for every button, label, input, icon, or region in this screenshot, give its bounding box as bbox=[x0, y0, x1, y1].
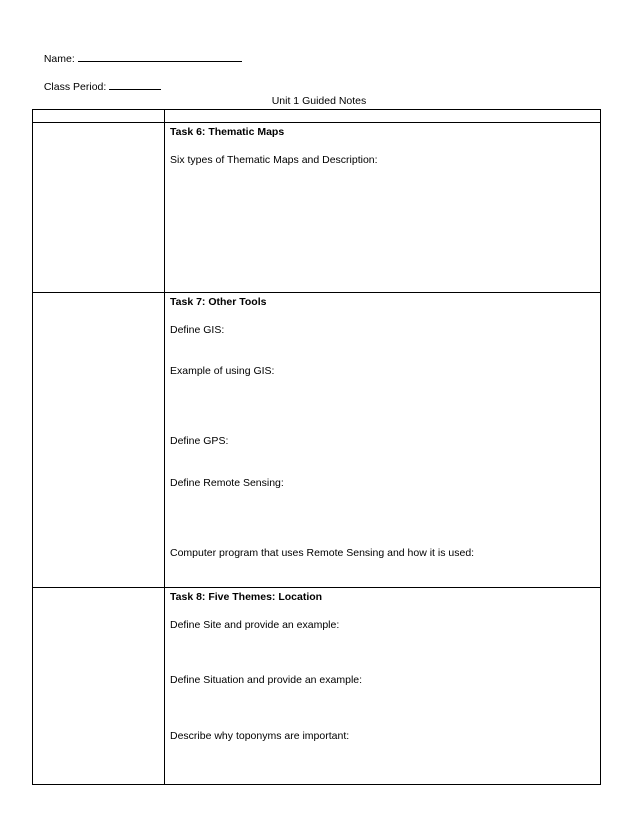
task-8-left-cell[interactable] bbox=[33, 588, 165, 785]
task-7-title: Task 7: Other Tools bbox=[170, 296, 267, 308]
class-period-label: Class Period: bbox=[43, 81, 107, 93]
header-cell-left bbox=[33, 110, 165, 123]
class-period-blank[interactable] bbox=[109, 78, 161, 90]
task-6-left-cell[interactable] bbox=[33, 123, 165, 293]
task-6-notes-cell[interactable] bbox=[165, 123, 601, 293]
task-7-prompt-3: Define GPS: bbox=[170, 435, 229, 447]
header-cell-right bbox=[165, 110, 601, 123]
task-8-title: Task 8: Five Themes: Location bbox=[170, 591, 323, 603]
task-6-title: Task 6: Thematic Maps bbox=[170, 126, 285, 138]
task-7-prompt-2: Example of using GIS: bbox=[170, 365, 275, 377]
notes-table bbox=[32, 109, 601, 785]
task-8-prompt-2: Define Situation and provide an example: bbox=[170, 674, 363, 686]
name-blank[interactable] bbox=[78, 50, 242, 62]
class-period-field[interactable] bbox=[38, 66, 161, 93]
task-8-prompt-1: Define Site and provide an example: bbox=[170, 619, 340, 631]
task-6-row bbox=[33, 123, 601, 293]
task-8-notes-cell[interactable] bbox=[165, 588, 601, 785]
task-7-row bbox=[33, 293, 601, 588]
table-header-row bbox=[33, 110, 601, 123]
task-7-notes-cell[interactable] bbox=[165, 293, 601, 588]
task-8-prompt-3: Describe why toponyms are important: bbox=[170, 730, 350, 742]
task-7-left-cell[interactable] bbox=[33, 293, 165, 588]
task-8-row bbox=[33, 588, 601, 785]
task-7-prompt-4: Define Remote Sensing: bbox=[170, 477, 284, 489]
task-7-prompt-5: Computer program that uses Remote Sensing and how it is used: bbox=[170, 547, 475, 559]
name-field[interactable] bbox=[38, 38, 242, 65]
name-label: Name: bbox=[43, 53, 75, 65]
task-7-prompt-1: Define GIS: bbox=[170, 324, 225, 336]
task-6-prompt-1: Six types of Thematic Maps and Description: bbox=[170, 154, 378, 166]
page-title: Unit 1 Guided Notes bbox=[271, 95, 367, 107]
